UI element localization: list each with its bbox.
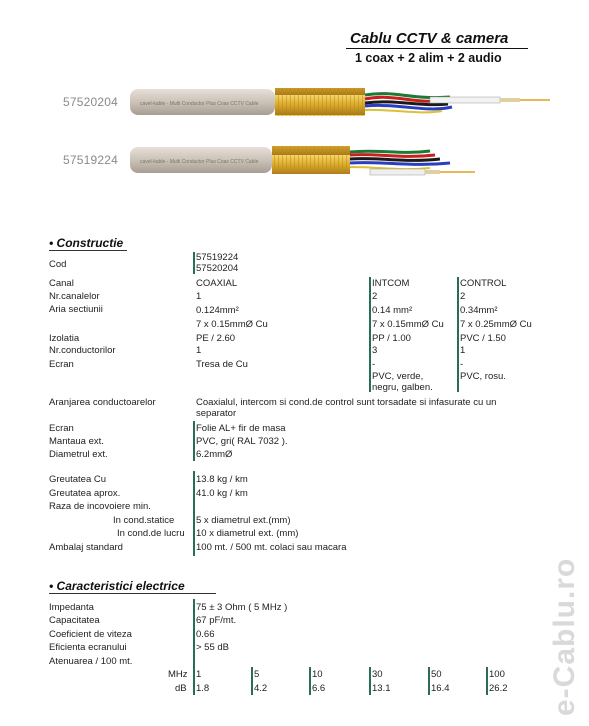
diam-value: 6.2mmØ (196, 449, 233, 460)
manta-value: PVC, gri( RAL 7032 ). (196, 436, 288, 447)
row-c1: COAXIAL (196, 278, 238, 289)
capacitatea-value: 67 pF/mt. (196, 615, 237, 626)
mhz-value: 30 (372, 669, 383, 680)
row-c2: 7 x 0.15mmØ Cu (372, 319, 444, 330)
row-label: Canal (49, 278, 74, 289)
mhz-value: 50 (431, 669, 442, 680)
row-c3: 0.34mm² (460, 305, 498, 316)
greut-cu-label: Greutatea Cu (49, 474, 107, 485)
mhz-value: 1 (196, 669, 202, 680)
separator (193, 471, 195, 556)
cable-code-2: 57519224 (63, 153, 118, 167)
row-c3: PVC, rosu. (460, 371, 506, 382)
separator (251, 667, 253, 695)
section-underline (49, 250, 127, 251)
impedanta-label: Impedanta (49, 602, 94, 613)
page-subtitle: 1 coax + 2 alim + 2 audio (355, 51, 502, 65)
impedanta-value: 75 ± 3 Ohm ( 5 MHz ) (196, 602, 288, 613)
mhz-label: MHz (168, 669, 188, 680)
lucru-label: In cond.de lucru (117, 528, 185, 539)
ambalaj-label: Ambalaj standard (49, 542, 123, 553)
row-label: Ecran (49, 359, 74, 370)
db-value: 13.1 (372, 683, 391, 694)
cable-1 (130, 88, 550, 116)
separator (193, 599, 195, 667)
section-heading-constructie: • Constructie (49, 236, 124, 250)
db-label: dB (175, 683, 187, 694)
diam-label: Diametrul ext. (49, 449, 108, 460)
db-value: 26.2 (489, 683, 508, 694)
db-value: 1.8 (196, 683, 210, 694)
ambalaj-value: 100 mt. / 500 mt. colaci sau macara (196, 542, 347, 553)
row-c3: - (460, 359, 464, 370)
ecran-label: Ecran (49, 423, 74, 434)
row-c1: 7 x 0.15mmØ Cu (196, 319, 268, 330)
mhz-value: 5 (254, 669, 260, 680)
row-c2: 2 (372, 291, 378, 302)
cod-value-2: 57520204 (196, 263, 239, 274)
row-c2: PP / 1.00 (372, 333, 411, 344)
eficienta-label: Eficienta ecranului (49, 642, 127, 653)
db-value: 4.2 (254, 683, 268, 694)
row-c2: PVC, verde, (372, 371, 424, 382)
row-label: Nr.canalelor (49, 291, 100, 302)
separator (309, 667, 311, 695)
row-c1: PE / 2.60 (196, 333, 236, 344)
greut-cu-value: 13.8 kg / km (196, 474, 248, 485)
row-label: Nr.conductorilor (49, 345, 116, 356)
row-c2: INTCOM (372, 278, 410, 289)
statice-label: In cond.statice (113, 515, 175, 526)
statice-value: 5 x diametrul ext.(mm) (196, 515, 291, 526)
cable-2 (130, 146, 475, 175)
row-c3: CONTROL (460, 278, 507, 289)
viteza-value: 0.66 (196, 629, 215, 640)
row-c2: 0.14 mm² (372, 305, 413, 316)
page-title: Cablu CCTV & camera (350, 30, 509, 47)
row-c3: 7 x 0.25mmØ Cu (460, 319, 532, 330)
separator (193, 252, 195, 274)
aranjare-label: Aranjarea conductoarelor (49, 397, 156, 408)
cable-1-shield (275, 88, 365, 116)
row-label: Aria sectiunii (49, 304, 103, 315)
atenuare-label: Atenuarea / 100 mt. (49, 656, 133, 667)
separator (369, 667, 371, 695)
row-label: Izolatia (49, 333, 80, 344)
aranjare-value: separator (196, 408, 237, 419)
row-c3: PVC / 1.50 (460, 333, 506, 344)
aranjare-value: Coaxialul, intercom si cond.de control sunt torsadate si infasurate cu un (196, 397, 497, 408)
cable-2-shield (272, 146, 350, 174)
lucru-value: 10 x diametrul ext. (mm) (196, 528, 299, 539)
separator (193, 667, 195, 695)
ecran-value: Folie AL+ fir de masa (196, 423, 286, 434)
manta-label: Mantaua ext. (49, 436, 104, 447)
row-c2: 3 (372, 345, 378, 356)
db-value: 6.6 (312, 683, 326, 694)
row-c2: negru, galben. (372, 382, 433, 393)
cable-illustration (130, 75, 560, 190)
row-c1: 0.124mm² (196, 305, 239, 316)
mhz-value: 100 (489, 669, 505, 680)
row-c3: 1 (460, 345, 466, 356)
separator (457, 277, 459, 392)
row-c1: 1 (196, 291, 202, 302)
row-c3: 2 (460, 291, 466, 302)
separator (486, 667, 488, 695)
section-heading-electrice: • Caracteristici electrice (49, 579, 185, 593)
raza-label: Raza de incovoiere min. (49, 501, 151, 512)
mhz-value: 10 (312, 669, 323, 680)
cod-label: Cod (49, 259, 67, 270)
cable-code-1: 57520204 (63, 95, 118, 109)
viteza-label: Coeficient de viteza (49, 629, 132, 640)
cable-2-print: cavel-kable - Multi Conductor Plus Coax CCTV Cable (140, 159, 259, 165)
cod-value-1: 57519224 (196, 252, 239, 263)
greut-aprox-value: 41.0 kg / km (196, 488, 248, 499)
section-underline (49, 593, 216, 594)
separator (428, 667, 430, 695)
separator (369, 277, 371, 392)
row-c2: - (372, 359, 376, 370)
title-underline (346, 48, 528, 49)
cable-1-print: cavel-kable - Multi Conductor Plus Coax CCTV Cable (140, 101, 259, 107)
watermark-text: e-Cablu.ro (548, 557, 581, 716)
greut-aprox-label: Greutatea aprox. (49, 488, 121, 499)
separator (193, 421, 195, 461)
row-c1: Tresa de Cu (196, 359, 248, 370)
db-value: 16.4 (431, 683, 450, 694)
row-c1: 1 (196, 345, 202, 356)
capacitatea-label: Capacitatea (49, 615, 100, 626)
eficienta-value: > 55 dB (196, 642, 230, 653)
